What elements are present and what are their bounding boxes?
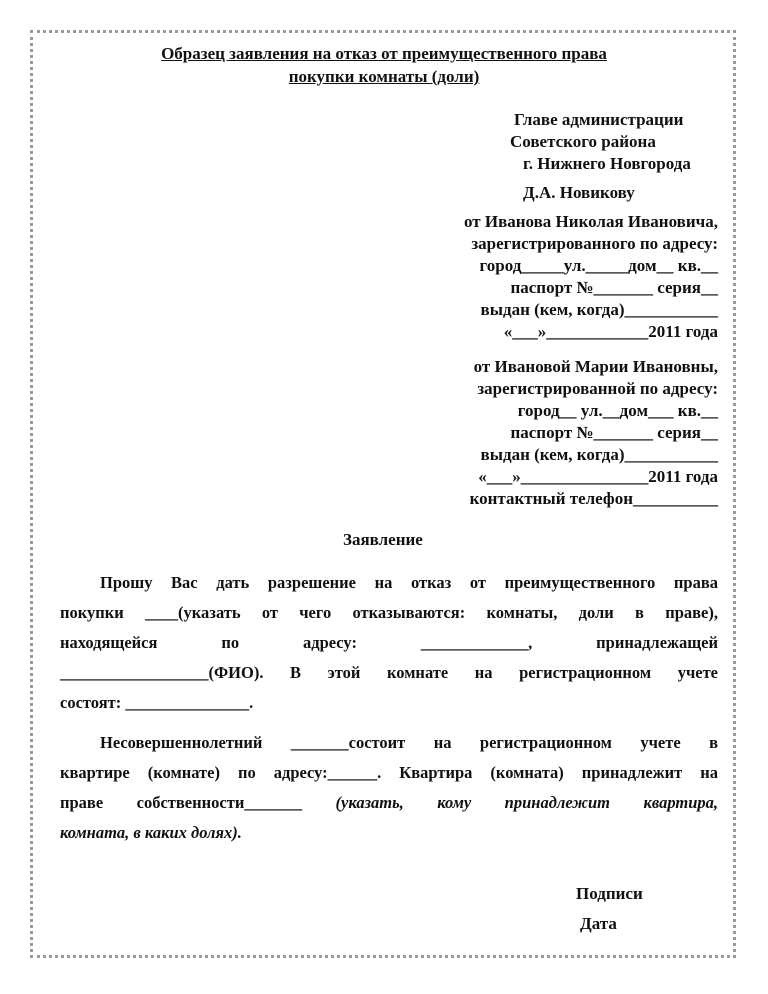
statement-heading: Заявление [343, 530, 423, 549]
applicant1-line: от Иванова Николая Ивановича, [463, 212, 718, 231]
body-line: __________________(ФИО). В этой комнате на регистрационном учете [60, 663, 718, 682]
applicant2-line: город__ ул.__дом___ кв.__ [517, 401, 718, 420]
statement-paragraph-2 [60, 728, 718, 848]
applicant2-line: зарегистрированной по адресу: [477, 379, 718, 398]
applicant1-line: город_____ул._____дом__ кв.__ [479, 256, 718, 275]
addressee-line2: Советского района [510, 132, 656, 151]
date-label: Дата [580, 914, 617, 933]
body-line: квартире (комнате) по адресу:______. Квартира (комната) принадлежит на [60, 763, 718, 782]
applicant2-line: «___»_______________2011 года [478, 467, 718, 486]
addressee-name: Д.А. Новикову [523, 183, 635, 202]
body-text-plain: праве собственности_______ [60, 793, 336, 812]
body-text-italic: (указать, кому принадлежит квартира, [335, 793, 718, 812]
body-line: покупки ____(указать от чего отказываются: комнаты, доли в праве), [60, 603, 718, 622]
body-line [60, 788, 718, 818]
body-line: Прошу Вас дать разрешение на отказ от преимущественного права [100, 573, 718, 592]
body-line: Несовершеннолетний _______состоит на регистрационном учете в [100, 733, 718, 752]
body-line: находящейся по адресу: _____________, принадлежащей [60, 633, 718, 652]
applicant2-line: паспорт №_______ серия__ [510, 423, 718, 442]
applicant1-line: паспорт №_______ серия__ [510, 278, 718, 297]
document-title-line2: покупки комнаты (доли) [288, 67, 480, 86]
applicant2-line: выдан (кем, когда)___________ [480, 445, 718, 464]
applicant1-line: «___»____________2011 года [503, 322, 718, 341]
document-title-line1: Образец заявления на отказ от преимущественного права [161, 44, 607, 63]
signature-label: Подписи [576, 884, 643, 903]
applicant1-line: выдан (кем, когда)___________ [480, 300, 718, 319]
statement-paragraph-1 [60, 568, 718, 718]
addressee-line1: Главе администрации [514, 110, 684, 129]
body-line: комната, в каких долях). [60, 823, 242, 842]
applicant2-line: от Ивановой Марии Ивановны, [473, 357, 718, 376]
applicant2-line: контактный телефон__________ [469, 489, 718, 508]
addressee-line3: г. Нижнего Новгорода [523, 154, 691, 173]
body-line: состоят: _______________. [60, 693, 254, 712]
applicant1-line: зарегистрированного по адресу: [471, 234, 718, 253]
